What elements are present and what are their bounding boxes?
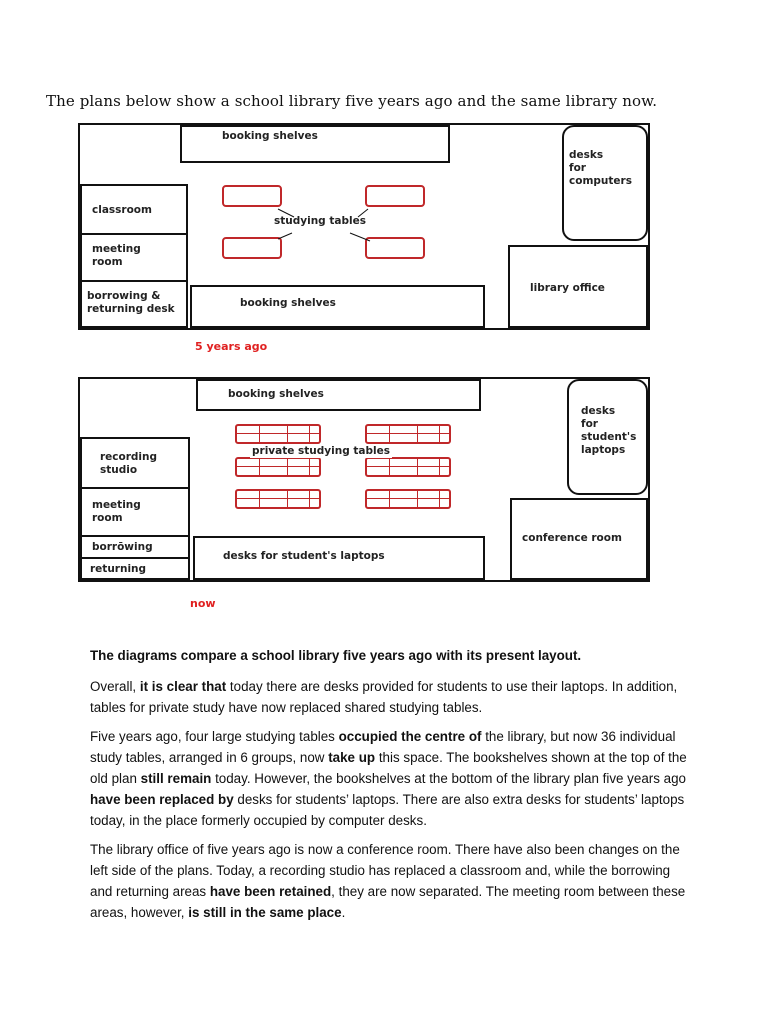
plan-now [78, 377, 650, 582]
paragraph-details: Five years ago, four large studying tables occupied the centre of the library, but now 36 individual study tables, arranged in 6 groups, now take up this space. The bookshelves shown at the top of the old plan still remain today. However, the bookshelves at the bottom of the library plan five years ago have been replaced by desks for students’ laptops. There are also extra desks for students’ laptops today, in the place formerly occupied by computer desks. [90, 729, 687, 828]
essay-text [90, 645, 690, 931]
returning-box [80, 557, 190, 580]
meeting-room-box [80, 487, 190, 537]
desks-laptops-label-1: desks [581, 405, 616, 417]
bottom-laptop-desks-box [193, 536, 485, 580]
meeting-room-label-2: room [92, 512, 123, 524]
recording-studio-label-1: recording [100, 451, 158, 463]
studying-tables-label: studying tables [274, 215, 366, 227]
borrowing-desk-label-2: returning desk [87, 303, 175, 315]
caption-five-years-ago: 5 years ago [195, 340, 268, 353]
private-table-group [235, 489, 321, 509]
classroom-label: classroom [92, 204, 152, 216]
paragraph-overall: Overall, it is clear that today there are desks provided for students to use their laptops. In addition, tables for private study have now replaced shared studying tables. [90, 679, 678, 715]
heading: The plans below show a school library five years ago and the same library now. [46, 92, 658, 110]
desks-laptops-label-2: for [581, 418, 598, 430]
private-table-group [365, 457, 451, 477]
bottom-shelves-label: booking shelves [240, 297, 336, 309]
paragraph-changes: The library office of five years ago is now a conference room. There have also been changes on the left side of the plans. Today, a recording studio has replaced a classroom and, while the borrowing and returning areas have been retained, they are now separated. The meeting room between these areas, however, is still in the same place. [90, 842, 686, 920]
essay-title: The diagrams compare a school library five years ago with its present layout. [90, 648, 582, 663]
top-shelves-box [196, 379, 481, 411]
desks-laptops-label-4: laptops [581, 444, 626, 456]
desks-laptops-label-3: student's [581, 431, 637, 443]
meeting-room-label-1: meeting [92, 243, 141, 255]
caption-now: now [190, 597, 216, 610]
recording-studio-box [80, 437, 190, 489]
borrowing-desk-label-1: borrowing & [87, 290, 161, 302]
bottom-laptop-desks-label: desks for student's laptops [223, 550, 385, 562]
private-table-group [235, 457, 321, 477]
meeting-room-label-2: room [92, 256, 123, 268]
meeting-room-label-1: meeting [92, 499, 141, 511]
plan-five-years-ago [78, 123, 650, 330]
borrowing-box [80, 535, 190, 559]
private-table-group [235, 424, 321, 444]
private-table-group [365, 489, 451, 509]
top-shelves-label: booking shelves [228, 388, 324, 400]
private-table-group [365, 424, 451, 444]
borrowing-label: borrōwing [92, 541, 153, 553]
conference-room-box [510, 498, 648, 580]
library-office-label: library office [530, 282, 605, 294]
top-shelves-label: booking shelves [222, 130, 318, 142]
private-tables-label: private studying tables [252, 445, 390, 457]
desks-computers-label-3: computers [569, 175, 632, 187]
conference-room-label: conference room [522, 532, 622, 544]
desks-laptops-box [567, 379, 648, 495]
desks-computers-label-1: desks [569, 149, 604, 161]
returning-label: returning [90, 563, 147, 575]
recording-studio-label-2: studio [100, 464, 138, 476]
desks-computers-label-2: for [569, 162, 586, 174]
